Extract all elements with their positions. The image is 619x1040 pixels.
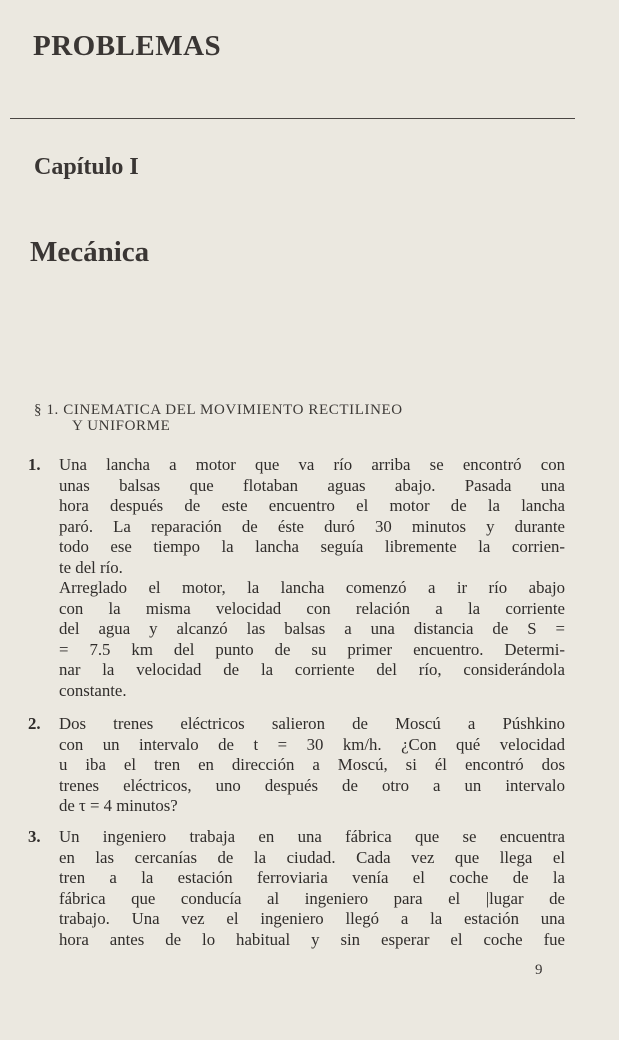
problem-line: u iba el tren en dirección a Moscú, si él encontró dos [59, 755, 565, 774]
section-heading [34, 402, 504, 434]
header-rule [10, 118, 575, 119]
problem-line: fábrica que conducía al ingeniero para el |lugar de [59, 888, 565, 908]
problem-line: paró. La reparación de éste duró 30 minutos y durante [59, 516, 565, 536]
problem-line: de τ = 4 minutos? [59, 796, 178, 815]
problem-line: Una lancha a motor que va río arriba se encontró con [59, 455, 565, 474]
problem-line: constante. [59, 680, 127, 700]
problem-1 [25, 455, 565, 701]
problem-line: tren a la estación ferroviaria venía el coche de la [59, 868, 565, 887]
problem-line: trenes eléctricos, uno después de otro a un intervalo [59, 775, 565, 795]
section-heading-line-1: § 1. CINEMATICA DEL MOVIMIENTO RECTILINEO [34, 402, 403, 418]
problem-line: en las cercanías de la ciudad. Cada vez que llega el [59, 847, 565, 867]
problem-line: = 7.5 km del punto de su primer encuentro. Determi- [59, 639, 565, 659]
problem-3 [25, 827, 565, 950]
problem-line: Un ingeniero trabaja en una fábrica que se encuentra [59, 827, 565, 846]
page-number: 9 [535, 962, 543, 978]
problem-line: unas balsas que flotaban aguas abajo. Pasada una [59, 475, 565, 495]
problem-line: trabajo. Una vez el ingeniero llegó a la estación una [59, 909, 565, 928]
problem-number: 3. [28, 827, 41, 846]
problem-line: te del río. [59, 557, 123, 577]
problem-line: Dos trenes eléctricos salieron de Moscú a Púshkino [59, 714, 565, 733]
problem-line: nar la velocidad de la corriente del río, considerándola [59, 660, 565, 679]
section-heading-line-2: Y UNIFORME [72, 418, 171, 434]
problem-line: Arreglado el motor, la lancha comenzó a ir río abajo [59, 578, 565, 597]
problem-number: 2. [28, 714, 41, 733]
problem-line: con la misma velocidad con relación a la corriente [59, 598, 565, 618]
problem-line: del agua y alcanzó las balsas a una distancia de S = [59, 619, 565, 638]
problem-number: 1. [28, 455, 41, 474]
running-header: PROBLEMAS [33, 30, 222, 62]
problem-line: hora después de este encuentro el motor de la lancha [59, 496, 565, 515]
problem-line: todo ese tiempo la lancha seguía libremente la corrien- [59, 537, 565, 556]
problem-line: hora antes de lo habitual y sin esperar el coche fue [59, 929, 565, 949]
chapter-subject: Mecánica [30, 236, 150, 268]
problem-line: con un intervalo de t = 30 km/h. ¿Con qué velocidad [59, 734, 565, 754]
chapter-title: Capítulo I [34, 154, 139, 180]
problem-2 [25, 714, 565, 817]
